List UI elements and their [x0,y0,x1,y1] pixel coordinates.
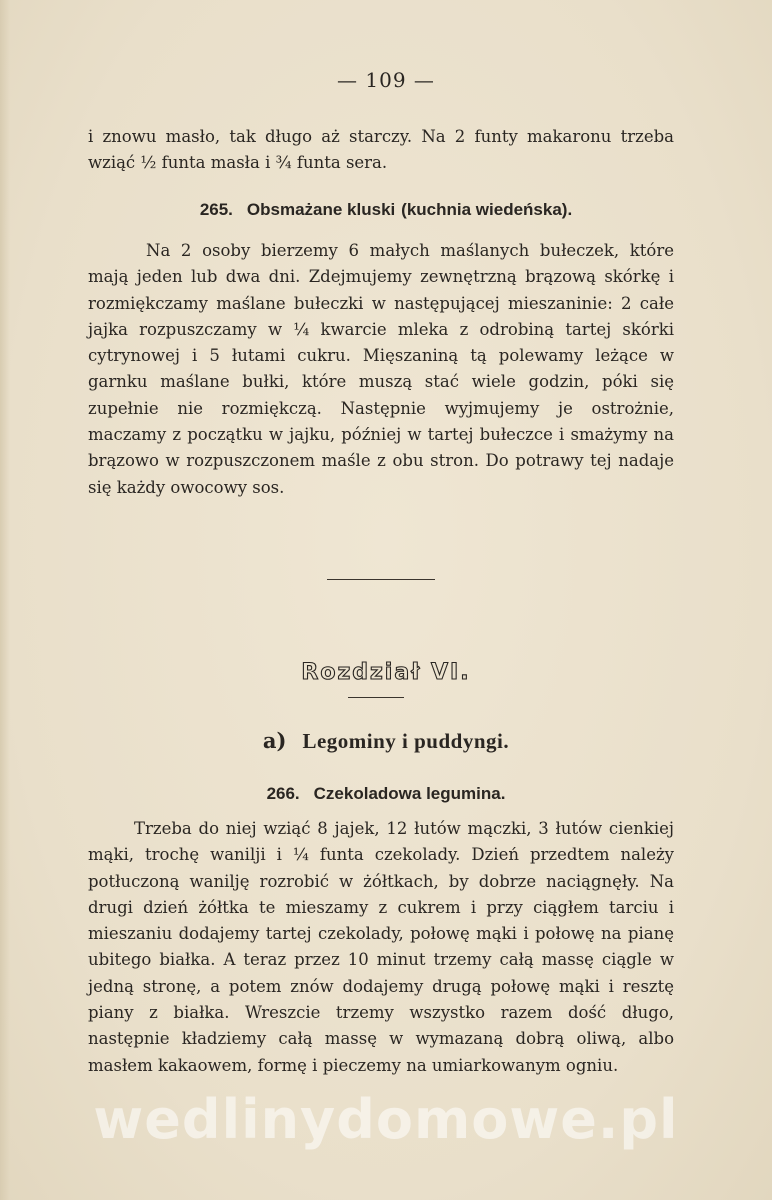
chapter-underline [348,697,404,698]
chapter-title: Rozdział VI. [301,660,471,685]
page-number: — 109 — [337,68,435,92]
section-heading [0,728,772,754]
recipe-265-title: Obsmażane kluski [246,200,396,219]
section-title: Legominy i puddyngi. [302,729,510,753]
watermark: wedlinydomowe.pl [93,1088,679,1151]
recipe-265-subtitle: (kuchnia wiedeńska). [401,200,573,219]
recipe-265-heading [0,200,772,220]
page-edge-shadow [0,0,10,1200]
recipe-266-title: Czekoladowa legumina. [313,784,506,803]
section-divider [327,579,435,580]
recipe-266-number: 266. [266,784,300,803]
recipe-266-text: Trzeba do niej wziąć 8 jajek, 12 łutów mączki, 3 łutów cienkiej mąki, trochę wanilji i ¼ funta czekolady. Dzień przedtem należy potłuczoną wanilję rozrobić w żółtkach, by dobrze naciągnęły. Na drugi dzień żółtka te mieszamy z cukrem i przy ciągłem tarciu i mieszaniu dodajemy tartej czekolady, połowę mąki i połowę na pianę ubitego białka. A teraz przez 10 minut trzemy całą massę ciągle w jedną stronę, a potem znów dodajemy drugą połowę mąki i resztę piany z białka. Wreszcie trzemy wszystko razem dość długo, następnie kładziemy całą massę w wymazaną dobrą oliwą, albo masłem kakaowem, formę i pieczemy na umiarkowanym ogniu. [88,819,674,1075]
recipe-265-number: 265. [199,200,233,219]
section-letter: a) [262,728,287,753]
intro-paragraph: i znowu masło, tak długo aż starczy. Na 2 funty makaronu trzeba wziąć ½ funta masła i ¾ funta sera. [88,127,674,173]
recipe-266-heading [0,784,772,804]
recipe-265-text: Na 2 osoby bierzemy 6 małych maślanych bułeczek, które mają jeden lub dwa dni. Zdejmujemy zewnętrzną brązową skórkę i rozmiękczamy maślane bułeczki w następującej mieszaninie: 2 całe jajka rozpuszczamy w ¼ kwarcie mleka z odrobiną tartej skórki cytrynowej i 5 łutami cukru. Mięszaniną tą polewamy leżące w garnku maślane bułki, które muszą stać wiele godzin, póki się zupełnie nie rozmiękczą. Następnie wyjmujemy je ostrożnie, maczamy z początku w jajku, później w tartej bułeczce i smażymy na brązowo w rozpuszczonem maśle z obu stron. Do potrawy tej nadaje się każdy owocowy sos. [88,241,674,497]
